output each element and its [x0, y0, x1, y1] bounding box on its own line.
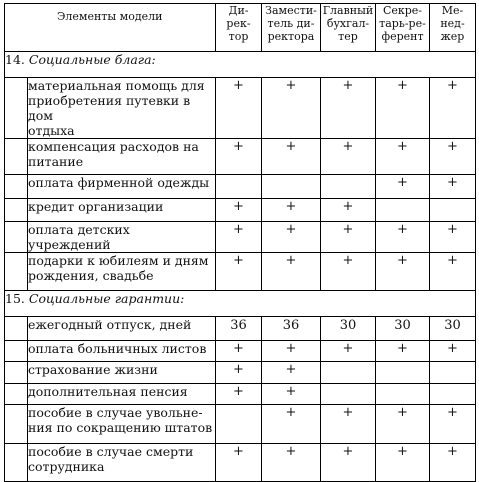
row-label-line: приобретения путевки в дом — [28, 93, 191, 123]
header-line: тарь-ре- — [379, 17, 426, 30]
table-cell: 36 — [262, 317, 321, 341]
indent-cell — [5, 362, 28, 384]
table-cell: + — [216, 362, 262, 384]
row-label — [28, 222, 216, 253]
header-row — [5, 4, 476, 52]
column-header-deputy — [262, 4, 321, 52]
table-row — [5, 362, 476, 384]
header-line: нед- — [440, 17, 465, 30]
table-cell — [216, 405, 262, 444]
table-cell — [216, 175, 262, 199]
benefits-table — [4, 3, 476, 482]
table-cell — [430, 199, 476, 222]
table-cell: + — [262, 444, 321, 482]
header-line: тер — [338, 30, 358, 43]
table-cell: + — [216, 199, 262, 222]
table-cell: + — [430, 175, 476, 199]
row-label-line: компенсация расходов на — [28, 139, 199, 154]
table-cell: + — [430, 222, 476, 253]
table-cell — [321, 175, 376, 199]
table-cell: + — [216, 253, 262, 291]
row-label-line: материальная помощь для — [28, 78, 205, 93]
row-label — [28, 139, 216, 175]
row-label-line: сотрудника — [28, 459, 105, 474]
table-cell: + — [216, 222, 262, 253]
indent-cell — [5, 253, 28, 291]
row-label — [28, 362, 216, 384]
table-cell: + — [216, 384, 262, 405]
table-cell: + — [376, 444, 430, 482]
table-cell: + — [376, 253, 430, 291]
table-cell: + — [262, 253, 321, 291]
table-cell — [262, 175, 321, 199]
section-heading — [5, 291, 476, 317]
table-cell: + — [430, 444, 476, 482]
row-label-line: пособие в случае увольне- — [28, 405, 203, 420]
column-header-director — [216, 4, 262, 52]
table-cell: + — [216, 341, 262, 362]
table-cell: 30 — [321, 317, 376, 341]
table-cell: + — [321, 78, 376, 139]
column-header-manager — [430, 4, 476, 52]
row-label-line: отдыха — [28, 123, 75, 138]
column-header-accountant — [321, 4, 376, 52]
section-title: Социальные гарантии: — [28, 291, 185, 306]
header-line: Ди- — [228, 4, 249, 17]
row-label-line: питание — [28, 154, 84, 169]
header-line: ферент — [381, 30, 424, 43]
table-cell: + — [262, 139, 321, 175]
section-row — [5, 52, 476, 78]
indent-cell — [5, 405, 28, 444]
row-label — [28, 384, 216, 405]
table-cell: + — [376, 405, 430, 444]
table-cell: + — [262, 78, 321, 139]
header-line: тель ди- — [267, 17, 315, 30]
section-row — [5, 291, 476, 317]
table-cell: + — [376, 222, 430, 253]
table-cell: + — [430, 78, 476, 139]
row-label — [28, 444, 216, 482]
row-label-line: оплата фирменной одежды — [28, 175, 210, 190]
table-cell: + — [321, 222, 376, 253]
table-row — [5, 384, 476, 405]
table-cell: + — [262, 341, 321, 362]
header-line: бухгал- — [326, 17, 370, 30]
table-cell: + — [262, 199, 321, 222]
table-cell: + — [216, 444, 262, 482]
table-cell: + — [376, 139, 430, 175]
table-cell: + — [376, 78, 430, 139]
table-cell: 36 — [216, 317, 262, 341]
table-cell: + — [321, 444, 376, 482]
row-label-line: кредит организации — [28, 199, 164, 214]
header-line: рек- — [226, 17, 251, 30]
row-label-line: ния по сокращению штатов — [28, 420, 213, 435]
header-line: Ме- — [441, 4, 464, 17]
row-label-line: оплата детских учреждений — [28, 222, 130, 252]
row-label — [28, 253, 216, 291]
row-label-line: подарки к юбилеям и дням — [28, 253, 209, 268]
table-cell: + — [430, 139, 476, 175]
header-line: Главный — [322, 4, 374, 17]
header-line: Замести- — [265, 4, 317, 17]
indent-cell — [5, 199, 28, 222]
indent-cell — [5, 341, 28, 362]
table-row — [5, 222, 476, 253]
table-body — [5, 4, 476, 482]
row-label — [28, 175, 216, 199]
table-row — [5, 175, 476, 199]
indent-cell — [5, 444, 28, 482]
table-cell: 30 — [430, 317, 476, 341]
row-label — [28, 341, 216, 362]
table-row — [5, 317, 476, 341]
table-cell: + — [321, 199, 376, 222]
table-cell: + — [321, 253, 376, 291]
table-cell: + — [262, 405, 321, 444]
indent-cell — [5, 222, 28, 253]
row-label-line: ежегодный отпуск, дней — [28, 317, 192, 332]
section-heading — [5, 52, 476, 78]
table-cell — [321, 384, 376, 405]
table-cell: + — [321, 341, 376, 362]
header-line: ректора — [267, 30, 315, 43]
table-cell: + — [262, 362, 321, 384]
table-cell: 30 — [376, 317, 430, 341]
table-cell — [430, 362, 476, 384]
table-cell: + — [216, 78, 262, 139]
row-label-line: страхование жизни — [28, 362, 158, 377]
table-cell — [376, 384, 430, 405]
row-label — [28, 199, 216, 222]
row-label-line: дополнительная пенсия — [28, 384, 188, 399]
table-cell: + — [262, 384, 321, 405]
header-line: жер — [440, 30, 465, 43]
section-number: 14. — [5, 52, 25, 67]
table-cell: + — [216, 139, 262, 175]
table-cell — [430, 384, 476, 405]
table-cell — [376, 199, 430, 222]
table-row — [5, 253, 476, 291]
header-line: тор — [228, 30, 249, 43]
row-label-line: пособие в случае смерти — [28, 444, 194, 459]
row-label-line: рождения, свадьбе — [28, 268, 154, 283]
table-cell — [376, 362, 430, 384]
indent-cell — [5, 317, 28, 341]
section-number: 15. — [5, 291, 25, 306]
column-header-secretary — [376, 4, 430, 52]
indent-cell — [5, 175, 28, 199]
indent-cell — [5, 78, 28, 139]
table-row — [5, 139, 476, 175]
header-line: Секре- — [382, 4, 423, 17]
indent-cell — [5, 384, 28, 405]
row-label — [28, 317, 216, 341]
indent-cell — [5, 139, 28, 175]
table-row — [5, 341, 476, 362]
section-title: Социальные блага: — [28, 52, 156, 67]
table-cell — [321, 362, 376, 384]
table-row — [5, 199, 476, 222]
table-cell: + — [430, 341, 476, 362]
row-label-line: оплата больничных листов — [28, 341, 207, 356]
table-cell: + — [430, 253, 476, 291]
table-row — [5, 444, 476, 482]
table-cell: + — [321, 139, 376, 175]
row-label — [28, 405, 216, 444]
table-row — [5, 78, 476, 139]
table-cell: + — [376, 175, 430, 199]
table-cell: + — [376, 341, 430, 362]
table-cell: + — [430, 405, 476, 444]
table-cell: + — [321, 405, 376, 444]
table-cell: + — [262, 222, 321, 253]
table-row — [5, 405, 476, 444]
row-label — [28, 78, 216, 139]
column-header-model: Элементы модели — [5, 4, 216, 52]
